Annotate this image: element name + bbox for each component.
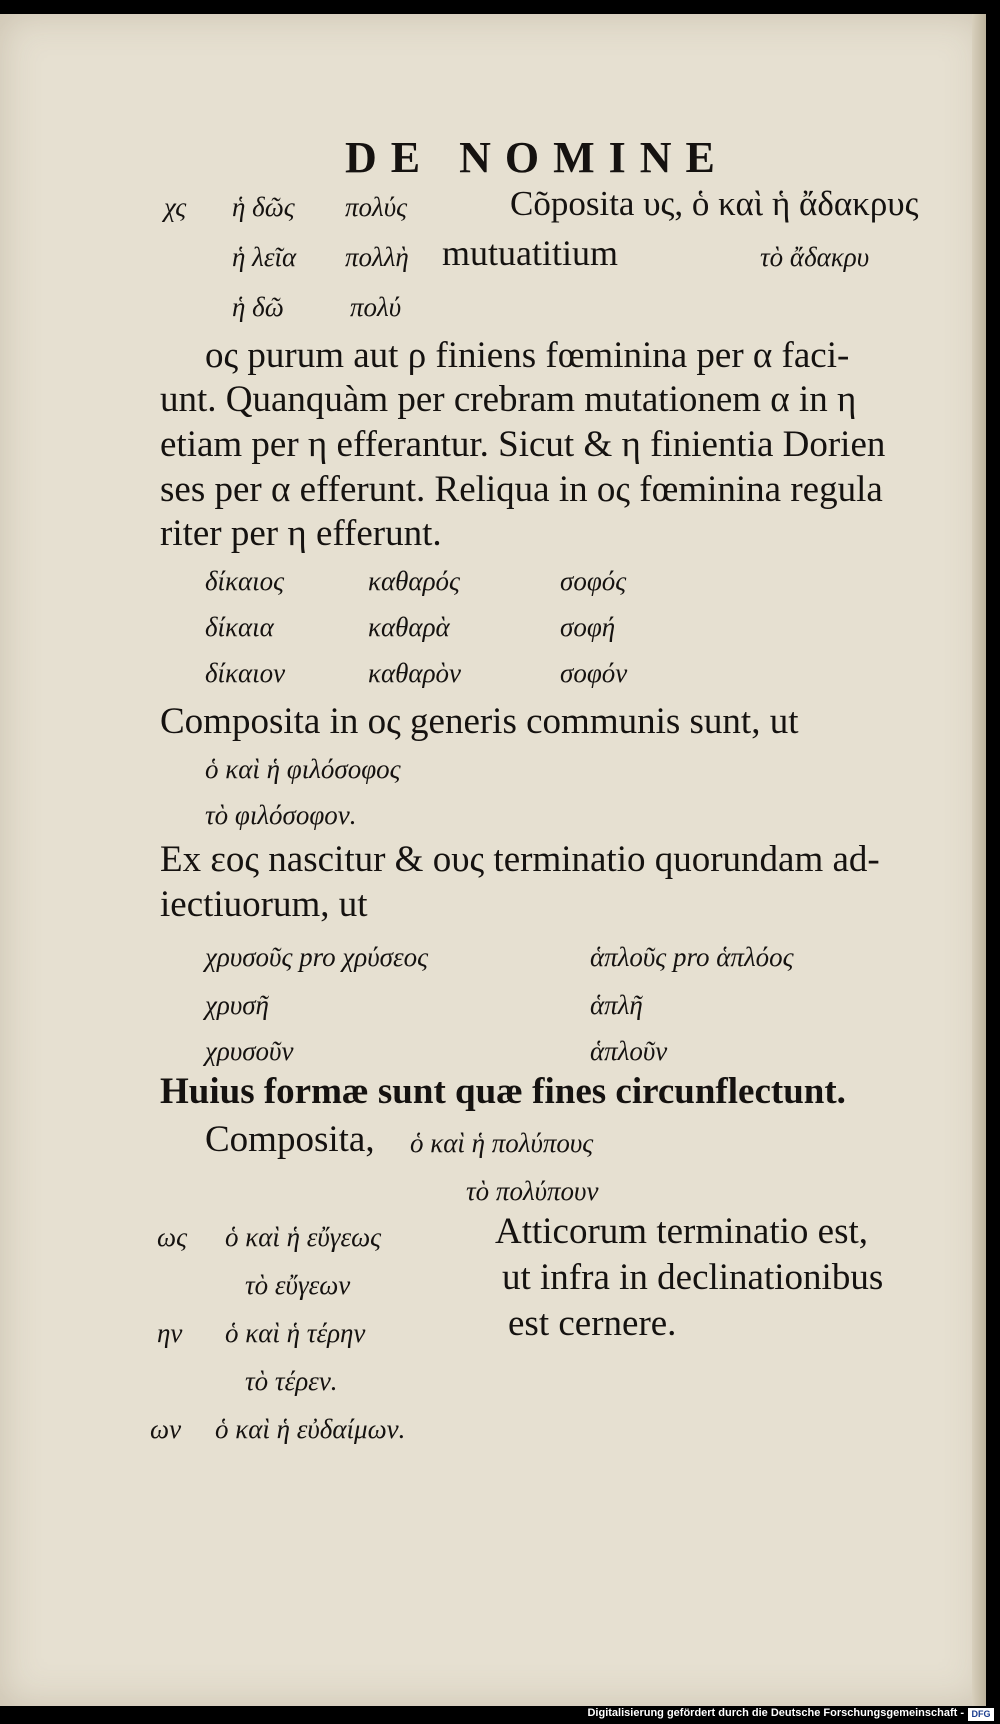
paragraph1-line: ος purum aut ρ finiens fœminina per α faci‐ xyxy=(205,335,850,376)
dfg-logo-icon: DFG xyxy=(968,1708,994,1721)
attic-note: ut infra in declinationibus xyxy=(502,1257,884,1298)
paragraph2-line: iectiuorum, ut xyxy=(160,884,368,925)
paragraph2-line: Ex εος nascitur & ους terminatio quorundam ad‐ xyxy=(160,839,880,880)
attic-label: ως xyxy=(157,1222,188,1252)
attic-form: τὸ τέρεν. xyxy=(245,1366,338,1396)
adj-cell: δίκαια xyxy=(205,612,274,642)
composita-example: ὁ καὶ ἡ φιλόσοφος xyxy=(205,754,401,784)
adj-cell: δίκαιος xyxy=(205,566,285,596)
row1-col4: Cõposita υς, ὁ καὶ ἡ ἄδακρυς xyxy=(510,184,919,223)
paragraph1-line: unt. Quanquàm per crebram mutationem α in η xyxy=(160,379,857,420)
contract-left: χρυσοῦς pro χρύσεος xyxy=(205,942,429,972)
composita2-greek: τὸ πολύπουν xyxy=(466,1176,599,1206)
composita2-greek: ὁ καὶ ἡ πολύπους xyxy=(410,1128,594,1158)
attic-label: ων xyxy=(150,1414,182,1444)
row1-col2: ἡ δῶς xyxy=(232,192,295,222)
contract-left: χρυσῆ xyxy=(205,990,269,1020)
contract-right: ἁπλῆ xyxy=(590,990,643,1020)
adj-cell: καθαρὰ xyxy=(368,612,450,642)
row1-col3: πολύς xyxy=(345,192,408,222)
contract-right: ἁπλοῦς pro ἁπλόος xyxy=(590,942,794,972)
attic-label: ην xyxy=(157,1318,183,1348)
paragraph1-line: riter per η efferunt. xyxy=(160,513,442,554)
contract-left: χρυσοῦν xyxy=(205,1036,294,1066)
contract-right: ἁπλοῦν xyxy=(590,1036,668,1066)
attic-form: ὁ καὶ ἡ εὐδαίμων. xyxy=(215,1414,406,1444)
adj-cell: σοφόν xyxy=(560,658,628,688)
attic-form: ὁ καὶ ἡ τέρην xyxy=(225,1318,366,1348)
page-edge xyxy=(972,14,986,1706)
adj-cell: σοφή xyxy=(560,612,616,642)
attic-form: ὁ καὶ ἡ εὔγεως xyxy=(225,1222,382,1252)
composita2-label: Composita, xyxy=(205,1119,375,1160)
row2-col5: τὸ ἄδακρυ xyxy=(760,242,870,272)
paragraph1-line: etiam per η efferantur. Sicut & η finientia Dorien xyxy=(160,424,886,465)
footer-credit: Digitalisierung gefördert durch die Deutsche Forschungsgemeinschaft - xyxy=(587,1707,964,1719)
row2-col2: ἡ λεῖα xyxy=(232,242,297,272)
adj-cell: σοφός xyxy=(560,566,627,596)
row3-col2: ἡ δῶ xyxy=(232,292,284,322)
adj-cell: καθαρός xyxy=(368,566,460,596)
row3-col3: πολύ xyxy=(350,292,402,322)
row2-col4: mutuatitium xyxy=(442,233,618,273)
attic-form: τὸ εὔγεων xyxy=(245,1270,351,1300)
row1-col1: χς xyxy=(164,192,187,222)
attic-note: Atticorum terminatio est, xyxy=(495,1211,868,1252)
row2-col3: πολλὴ xyxy=(345,242,409,272)
composita-example: τὸ φιλόσοφον. xyxy=(205,800,357,830)
footer-bar xyxy=(0,1706,1000,1724)
composita-line: Composita in ος generis communis sunt, ut xyxy=(160,701,799,742)
adj-cell: δίκαιον xyxy=(205,658,286,688)
page-heading: DE NOMINE xyxy=(345,133,729,182)
book-page xyxy=(0,14,986,1706)
adj-cell: καθαρὸν xyxy=(368,658,462,688)
paragraph1-line: ses per α efferunt. Reliqua in ος fœminina regula xyxy=(160,469,883,510)
attic-note: est cernere. xyxy=(508,1303,677,1344)
huius-line: Huius formæ sunt quæ fines circunflectunt. xyxy=(160,1071,846,1112)
